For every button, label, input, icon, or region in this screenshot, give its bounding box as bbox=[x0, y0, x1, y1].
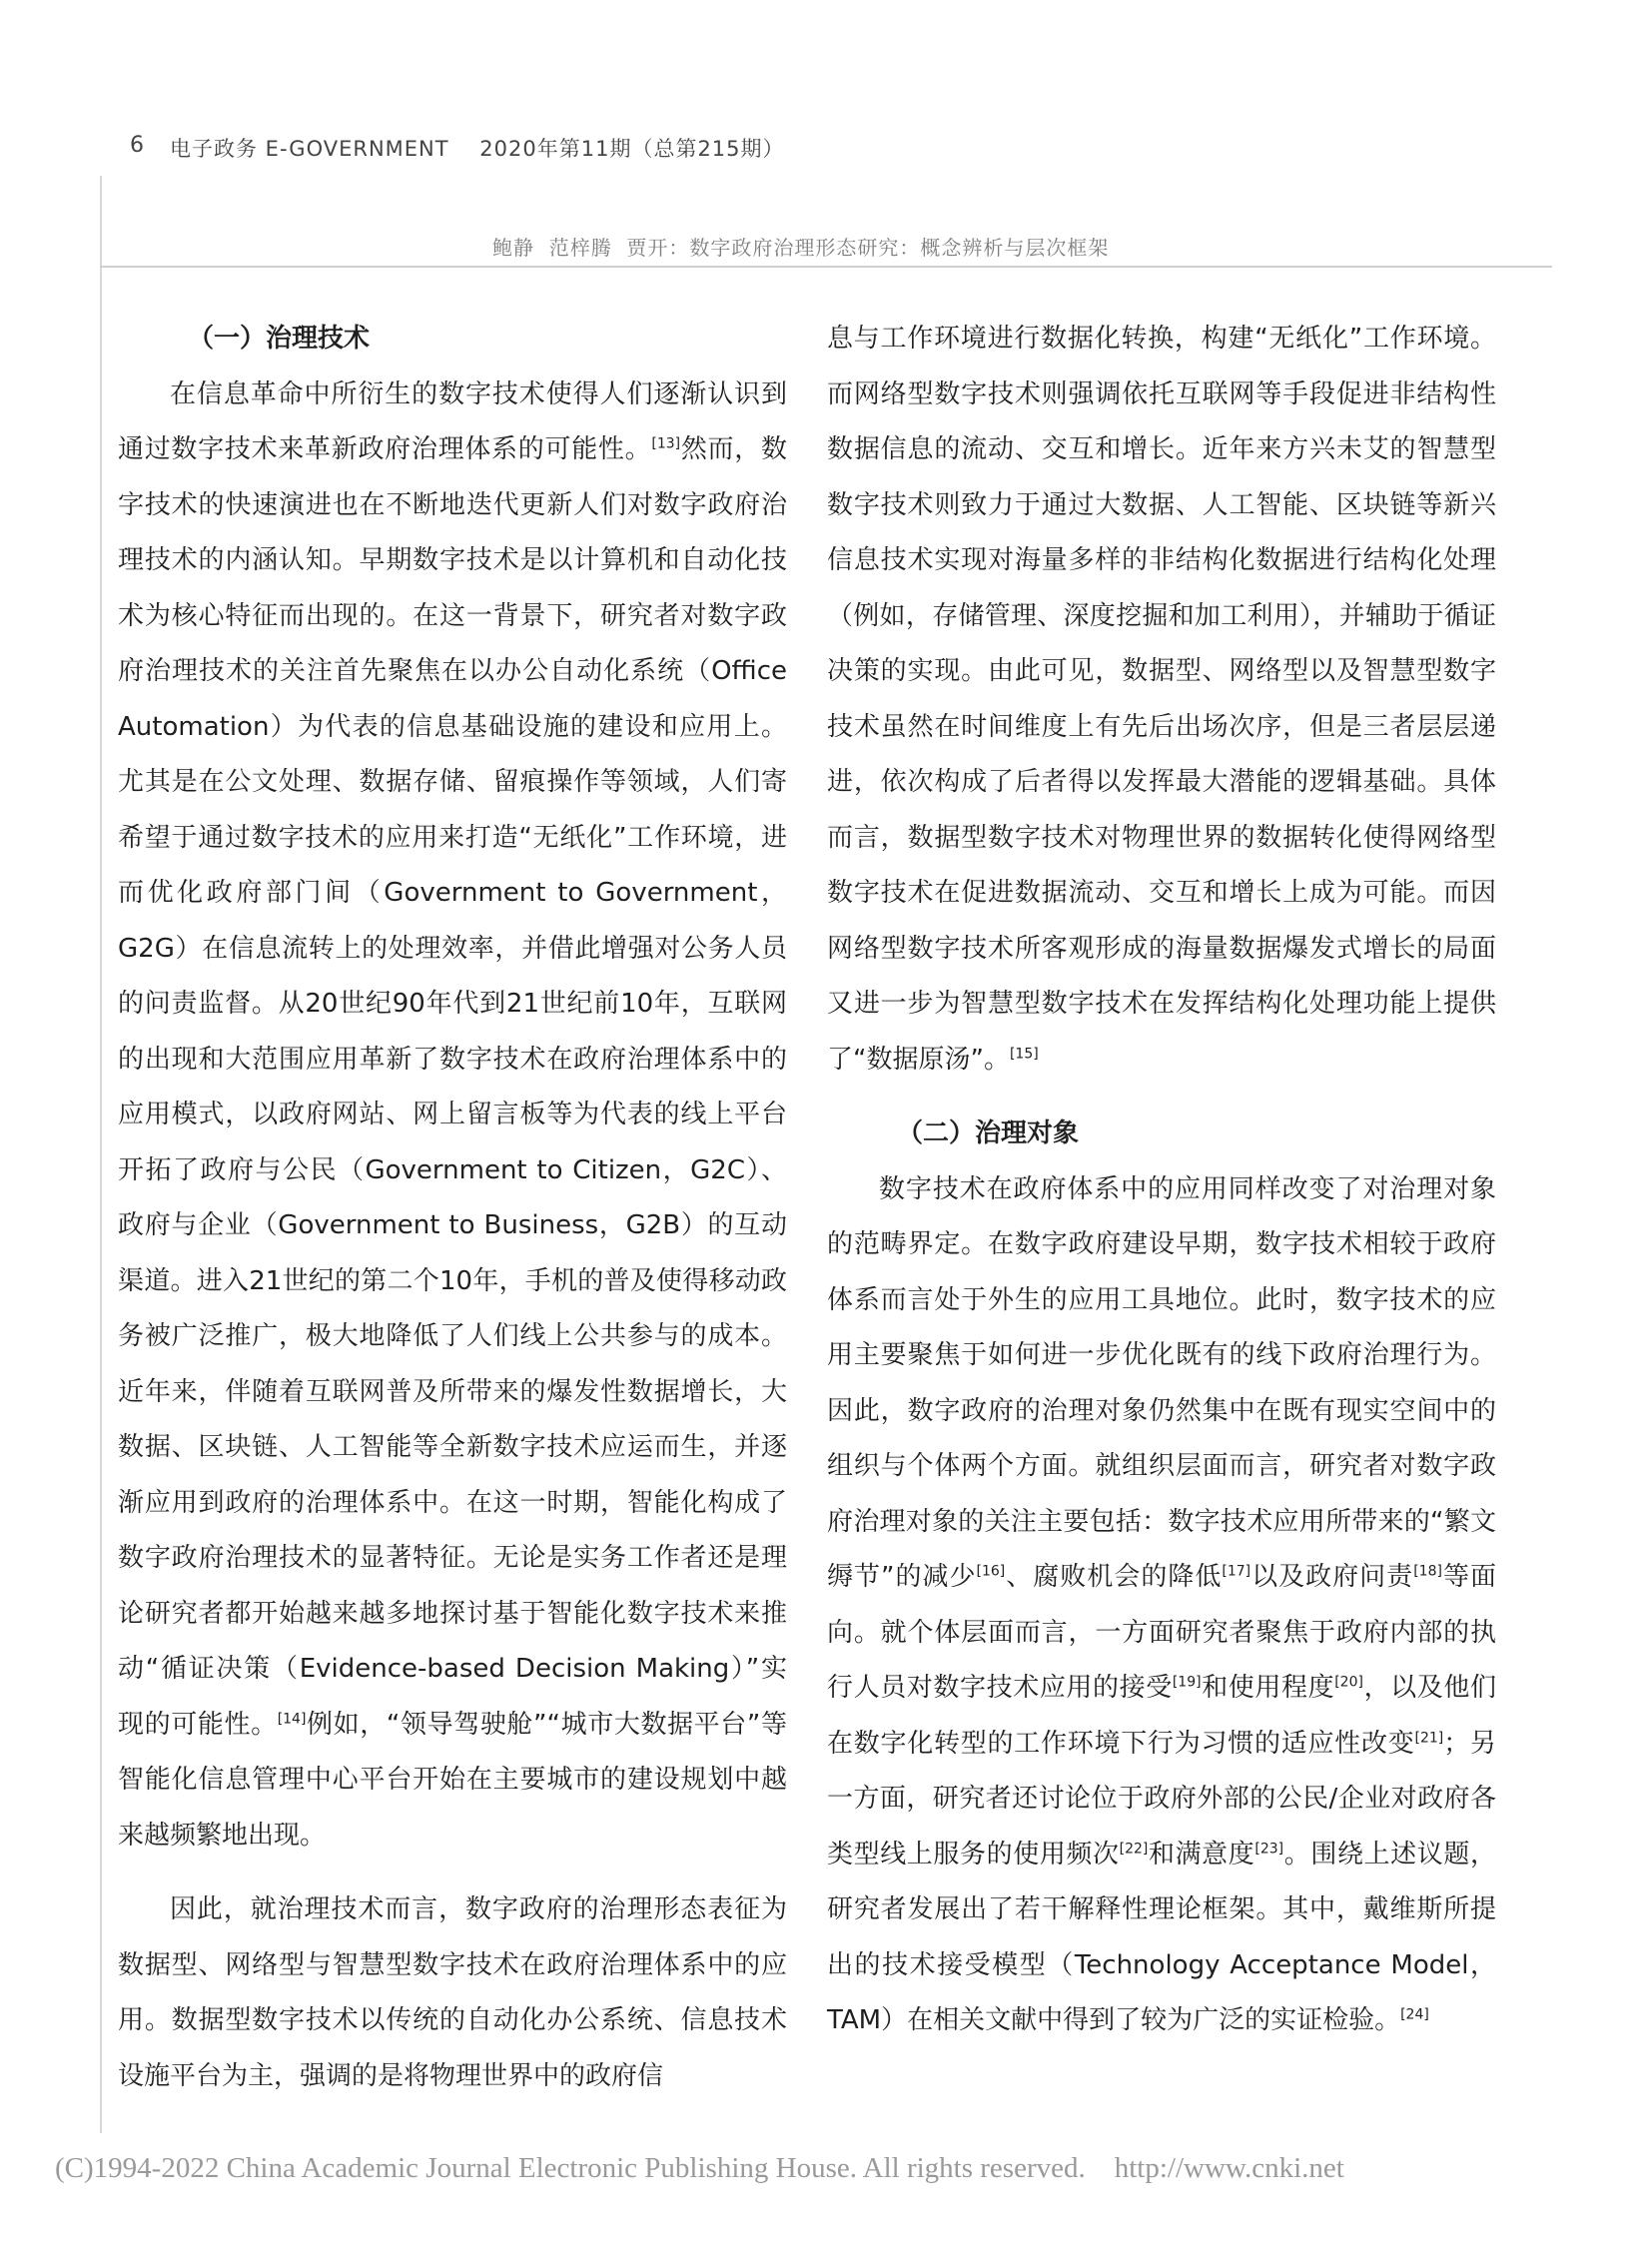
page-number: 6 bbox=[130, 133, 144, 158]
paragraph-objects-1: 数字技术在政府体系中的应用同样改变了对治理对象的范畴界定。在数字政府建设早期，数字技术相较于政府体系而言处于外生的应用工具地位。此时，数字技术的应用主要聚焦于如何进一步优化既有的线下政府治理行为。因此，数字政府的治理对象仍然集中在既有现实空间中的组织与个体两个方面。就组织层面而言，研究者对数字政府治理对象的关注主要包括：数字技术应用所带来的“繁文缛节”的减少[16]、腐败机会的降低[17]以及政府问责[18]等面向。就个体层面而言，一方面研究者聚焦于政府内部的执行人员对数字技术应用的接受[19]和使用程度[20]，以及他们在数字化转型的工作环境下行为习惯的适应性改变[21]；另一方面，研究者还讨论位于政府外部的公民/企业对政府各类型线上服务的使用频次[22]和满意度[23]。围绕上述议题，研究者发展出了若干解释性理论框架。其中，戴维斯所提出的技术接受模型（Technology Acceptance Model，TAM）在相关文献中得到了较为广泛的实证检验。[24] bbox=[827, 1173, 1496, 2035]
copyright-footer: (C)1994-2022 China Academic Journal Electronic Publishing House. All rights reserved. http://www.cnki.net bbox=[55, 2152, 1344, 2184]
citation: [17] bbox=[1222, 1563, 1251, 1580]
left-rule bbox=[100, 176, 102, 2133]
citation: [18] bbox=[1413, 1563, 1442, 1580]
running-title: 鲍静 范梓腾 贾开：数字政府治理形态研究：概念辨析与层次框架 bbox=[492, 236, 1110, 260]
right-column bbox=[827, 312, 1496, 2049]
paragraph-technology-2-cont: 息与工作环境进行数据化转换，构建“无纸化”工作环境。而网络型数字技术则强调依托互联网等手段促进非结构性数据信息的流动、交互和增长。近年来方兴未艾的智慧型数字技术则致力于通过大数据、人工智能、区块链等新兴信息技术实现对海量多样的非结构化数据进行结构化处理（例如，存储管理、深度挖掘和加工利用），并辅助于循证决策的实现。由此可见，数据型、网络型以及智慧型数字技术虽然在时间维度上有先后出场次序，但是三者层层递进，依次构成了后者得以发挥最大潜能的逻辑基础。具体而言，数据型数字技术对物理世界的数据转化使得网络型数字技术在促进数据流动、交互和增长上成为可能。而因网络型数字技术所客观形成的海量数据爆发式增长的局面又进一步为智慧型数字技术在发挥结构化处理功能上提供了“数据原汤”。[15] bbox=[827, 324, 1496, 1075]
citation: [13] bbox=[651, 435, 681, 452]
citation: [14] bbox=[277, 1710, 307, 1727]
section-heading-objects: （二）治理对象 bbox=[897, 1119, 1080, 1148]
section-heading-technology: （一）治理技术 bbox=[188, 324, 371, 354]
citation: [22] bbox=[1119, 1840, 1149, 1857]
paragraph-technology-2: 因此，就治理技术而言，数字政府的治理形态表征为数据型、网络型与智慧型数字技术在政府治理体系中的应用。数据型数字技术以传统的自动化办公系统、信息技术设施平台为主，强调的是将物理世界中的政府信 bbox=[118, 1894, 787, 2091]
left-column bbox=[118, 312, 787, 2104]
citation: [15] bbox=[1009, 1045, 1039, 1062]
citation: [24] bbox=[1400, 2006, 1429, 2023]
paragraph-technology-1: 在信息革命中所衍生的数字技术使得人们逐渐认识到通过数字技术来革新政府治理体系的可能性。[13]然而，数字技术的快速演进也在不断地迭代更新人们对数字政府治理技术的内涵认知。早期数字技术是以计算机和自动化技术为核心特征而出现的。在这一背景下，研究者对数字政府治理技术的关注首先聚焦在以办公自动化系统（Office Automation）为代表的信息基础设施的建设和应用上。尤其是在公文处理、数据存储、留痕操作等领域，人们寄希望于通过数字技术的应用来打造“无纸化”工作环境，进而优化政府部门间（Government to Government，G2G）在信息流转上的处理效率，并借此增强对公务人员的问责监督。从20世纪90年代到21世纪前10年，互联网的出现和大范围应用革新了数字技术在政府治理体系中的应用模式，以政府网站、网上留言板等为代表的线上平台开拓了政府与公民（Government to Citizen，G2C）、政府与企业（Government to Business，G2B）的互动渠道。进入21世纪的第二个10年，手机的普及使得移动政务被广泛推广，极大地降低了人们线上公共参与的成本。近年来，伴随着互联网普及所带来的爆发性数据增长，大数据、区块链、人工智能等全新数字技术应运而生，并逐渐应用到政府的治理体系中。在这一时期，智能化构成了数字政府治理技术的显著特征。无论是实务工作者还是理论研究者都开始越来越多地探讨基于智能化数字技术来推动“循证决策（Evidence-based Decision Making）”实现的可能性。[14]例如，“领导驾驶舱”“城市大数据平台”等智能化信息管理中心平台开始在主要城市的建设规划中越来越频繁地出现。 bbox=[118, 378, 787, 1851]
citation: [21] bbox=[1414, 1729, 1444, 1746]
citation: [23] bbox=[1254, 1840, 1284, 1857]
citation: [16] bbox=[976, 1563, 1006, 1580]
citation: [20] bbox=[1334, 1674, 1363, 1691]
header-rule bbox=[100, 266, 1552, 268]
citation: [19] bbox=[1172, 1674, 1202, 1691]
journal-header: 电子政务 E-GOVERNMENT 2020年第11期（总第215期） bbox=[170, 137, 785, 161]
